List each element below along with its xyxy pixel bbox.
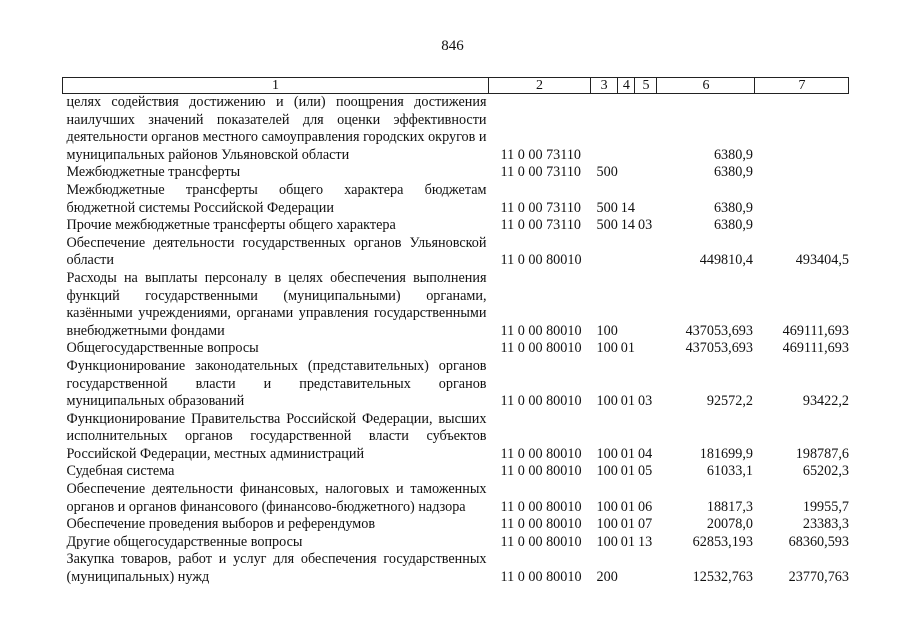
table-row xyxy=(63,534,849,552)
row-pr xyxy=(635,182,657,217)
row-name: Расходы на выплаты персоналу в целях обеспечения выполнения функций государственными (муниципальными) органами, казёнными учреждениями, органами управления государственными внебюджетными фондами xyxy=(66,269,487,339)
row-csr: 11 0 00 80010 xyxy=(500,322,582,339)
row-csr: 11 0 00 73110 xyxy=(500,199,582,216)
table-row xyxy=(63,340,849,358)
row-name: Функционирование Правительства Российской Федерации, высших исполнительных органов государственной власти субъектов Российской Федерации, местных администраций xyxy=(66,410,487,462)
row-sum-2: 469111,693 xyxy=(782,340,849,357)
row-name: Общегосударственные вопросы xyxy=(66,340,259,357)
row-grbs: 100 xyxy=(596,533,618,550)
row-sum-2 xyxy=(755,164,849,182)
row-grbs: 100 xyxy=(596,393,618,410)
row-grbs: 100 xyxy=(596,463,618,480)
row-grbs: 100 xyxy=(596,445,618,462)
row-csr: 11 0 00 80010 xyxy=(500,516,582,533)
row-name: целях содействия достижению и (или) поощрения достижения наилучших значений показателей для оценки эффективности деятельности органов местного самоуправления городских округов и муниципальных районов Ульяновской области xyxy=(66,94,487,163)
budget-table xyxy=(62,77,849,587)
table-row xyxy=(63,164,849,182)
row-pr xyxy=(635,94,657,165)
row-grbs: 100 xyxy=(596,516,618,533)
row-rz: 01 xyxy=(620,445,635,462)
row-sum-1: 181699,9 xyxy=(699,445,753,462)
header-col-pr: 5 xyxy=(635,78,657,94)
row-grbs: 500 xyxy=(596,164,618,181)
row-rz xyxy=(618,94,635,165)
table-row xyxy=(63,358,849,411)
header-col-grbs: 3 xyxy=(591,78,618,94)
row-name: Обеспечение проведения выборов и референдумов xyxy=(66,516,376,533)
row-grbs: 100 xyxy=(596,322,618,339)
row-pr: 03 xyxy=(637,393,653,410)
row-sum-1: 6380,9 xyxy=(713,217,753,234)
header-col-rz: 4 xyxy=(618,78,635,94)
row-pr: 03 xyxy=(637,217,653,234)
row-sum-2: 198787,6 xyxy=(795,445,849,462)
row-name: Обеспечение деятельности финансовых, налоговых и таможенных органов и органов финансового (финансово-бюджетного) надзора xyxy=(66,481,487,515)
row-grbs xyxy=(591,94,618,165)
row-sum-2 xyxy=(755,182,849,217)
row-sum-1: 18817,3 xyxy=(706,498,753,515)
header-row xyxy=(63,78,849,94)
row-sum-2 xyxy=(755,217,849,235)
header-col-name: 1 xyxy=(63,78,489,94)
table-row xyxy=(63,481,849,516)
row-pr xyxy=(635,235,657,270)
table-row xyxy=(63,217,849,235)
table-row xyxy=(63,270,849,340)
row-pr xyxy=(635,164,657,182)
row-csr: 11 0 00 80010 xyxy=(500,393,582,410)
row-sum-1: 92572,2 xyxy=(706,393,753,410)
row-sum-1: 6380,9 xyxy=(713,164,753,181)
row-csr: 11 0 00 73110 xyxy=(500,146,582,163)
row-csr: 11 0 00 80010 xyxy=(500,498,582,515)
row-sum-1: 437053,693 xyxy=(685,322,753,339)
row-pr xyxy=(635,551,657,586)
row-sum-2: 19955,7 xyxy=(802,498,849,515)
row-sum-1: 61033,1 xyxy=(706,463,753,480)
row-grbs: 500 xyxy=(596,199,618,216)
row-sum-2: 469111,693 xyxy=(782,322,849,339)
header-col-sum-1: 6 xyxy=(657,78,755,94)
row-name: Функционирование законодательных (представительных) органов государственной власти и представительных органов муниципальных образований xyxy=(66,357,487,410)
row-grbs: 100 xyxy=(596,340,618,357)
row-pr xyxy=(635,270,657,340)
row-pr: 05 xyxy=(637,463,653,480)
row-csr: 11 0 00 80010 xyxy=(500,533,582,550)
row-rz: 14 xyxy=(620,199,635,216)
row-sum-1: 6380,9 xyxy=(713,146,753,163)
row-csr: 11 0 00 80010 xyxy=(500,569,582,586)
row-sum-2: 65202,3 xyxy=(802,463,849,480)
row-sum-2 xyxy=(755,94,849,165)
table-row xyxy=(63,516,849,534)
row-rz: 01 xyxy=(620,340,635,357)
row-grbs: 100 xyxy=(596,498,618,515)
row-rz xyxy=(618,270,635,340)
row-pr xyxy=(635,340,657,358)
row-sum-1: 20078,0 xyxy=(706,516,753,533)
row-rz xyxy=(618,164,635,182)
row-name: Обеспечение деятельности государственных органов Ульяновской области xyxy=(66,234,487,269)
header-col-sum-2: 7 xyxy=(755,78,849,94)
row-sum-2: 23770,763 xyxy=(788,569,849,586)
row-csr: 11 0 00 80010 xyxy=(500,340,582,357)
row-csr: 11 0 00 80010 xyxy=(500,445,582,462)
row-name: Судебная система xyxy=(66,463,175,480)
row-rz: 01 xyxy=(620,533,635,550)
table-body xyxy=(63,94,849,587)
row-sum-1: 437053,693 xyxy=(685,340,753,357)
row-rz xyxy=(618,551,635,586)
row-rz: 01 xyxy=(620,498,635,515)
row-rz: 01 xyxy=(620,463,635,480)
row-grbs xyxy=(591,235,618,270)
row-rz: 14 xyxy=(620,217,635,234)
table-row xyxy=(63,94,849,165)
row-sum-1: 12532,763 xyxy=(692,569,753,586)
row-name: Межбюджетные трансферты xyxy=(66,164,241,181)
row-sum-2: 68360,593 xyxy=(788,533,849,550)
row-csr: 11 0 00 73110 xyxy=(500,217,582,234)
table-row xyxy=(63,463,849,481)
table-row xyxy=(63,235,849,270)
header-col-csr: 2 xyxy=(489,78,591,94)
row-csr: 11 0 00 80010 xyxy=(500,252,582,269)
row-name: Прочие межбюджетные трансферты общего характера xyxy=(66,217,396,234)
row-name: Закупка товаров, работ и услуг для обеспечения государственных (муниципальных) нужд xyxy=(66,551,487,586)
row-name: Другие общегосударственные вопросы xyxy=(66,533,303,550)
page-number: 846 xyxy=(441,38,464,54)
row-name: Межбюджетные трансферты общего характера бюджетам бюджетной системы Российской Федерации xyxy=(66,181,487,216)
row-csr: 11 0 00 80010 xyxy=(500,463,582,480)
table-row xyxy=(63,551,849,586)
table-row xyxy=(63,182,849,217)
row-pr: 07 xyxy=(637,516,653,533)
row-csr: 11 0 00 73110 xyxy=(500,164,582,181)
row-sum-1: 449810,4 xyxy=(699,252,753,269)
row-rz: 01 xyxy=(620,516,635,533)
row-grbs: 500 xyxy=(596,217,618,234)
row-grbs: 200 xyxy=(596,569,618,586)
row-pr: 04 xyxy=(637,445,653,462)
row-sum-2: 23383,3 xyxy=(802,516,849,533)
row-rz: 01 xyxy=(620,393,635,410)
row-sum-2: 93422,2 xyxy=(802,393,849,410)
row-pr: 13 xyxy=(637,533,653,550)
row-sum-1: 62853,193 xyxy=(692,533,753,550)
row-sum-1: 6380,9 xyxy=(713,199,753,216)
row-rz xyxy=(618,235,635,270)
row-pr: 06 xyxy=(637,498,653,515)
table-row xyxy=(63,411,849,464)
row-sum-2: 493404,5 xyxy=(795,252,849,269)
